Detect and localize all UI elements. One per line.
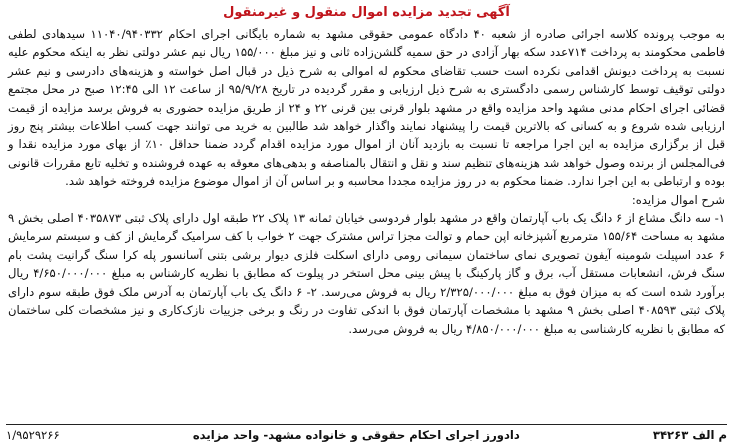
notice-footer	[6, 424, 727, 445]
notice-title: آگهی تجدید مزایده اموال منقول و غیرمنقول	[223, 5, 510, 20]
section-heading: شرح اموال مزایده:	[631, 192, 725, 207]
issuing-office: دادورز اجرای احکام حقوقی و خانواده مشهد- واحد مزایده	[192, 428, 520, 442]
notice-number: ۱/۹۵۲۹۲۶۶	[6, 428, 60, 442]
main-paragraph: به موجب پرونده کلاسه اجرائی صادره از شعبه ۴۰ دادگاه عمومی حقوقی مشهد به شماره بایگانی اجرای احکام ۱۱۰۴۰/۹۴۰۳۳۲ سیدهادی لطفی فاطمی محکومند به پرداخت ۷۱۴عدد سکه بهار آزادی در حق سمیه گلشن‌زاده ثانی و نیز مبلغ ۱۵۵/۰۰۰ ریال نیم عشر دولتی نظر به اینکه محکوم علیه نسبت به پرداخت دیونش اقدامی نکرده است حسب تقاضای محکوم له اموالی به شرح ذیل در قبال اصل خواسته و هزینه‌های دادرسی و نیم عشر دولتی توقیف توسط کارشناس رسمی دادگستری به شرح ذیل ارزیابی و مقرر گردیده در تاریخ ۹۵/۹/۲۸ از ساعت ۱۲ الی ۱۲:۴۵ صبح در محل مجتمع قضائی اجرای احکام مدنی مشهد واحد مزایده واقع در مشهد بلوار قرنی بین قرنی ۲۲ و ۲۴ از طریق مزایده حضوری به فروش برسد مزایده از قیمت ارزیابی شده شروع و به کسانی که بالاترین قیمت را پیشنهاد نمایند واگذار خواهد شد طالبین به خرید می توانند جهت کسب اطلاعات بیشتر پنج روز قبل از برگزاری مزایده به این اجرا مراجعه تا نسبت به بازدید آنان از اموال مورد مزایده اقدام گردد ضمنا حداقل ۱۰٪ از بهای مورد مزایده نقدا و فی‌المجلس از برنده وصول خواهد شد هزینه‌های تنظیم سند و نقل و انتقال بالمناصفه و بدهی‌های معوقه به عهده فروشنده و تخلیه تابع مقررات قانونی بوده و ارتباطی به این اجرا ندارد. ضمنا محکوم به در روز مزایده مجددا محاسبه و بر اساس آن از اموال موضوع مزایده فروخته خواهد شد.	[8, 27, 726, 189]
notice-code: م الف ۳۴۲۶۳	[652, 428, 727, 442]
notice-body	[8, 25, 725, 338]
property-item-1: ۱- سه دانگ مشاع از ۶ دانگ یک باب آپارتمان واقع در مشهد بلوار فردوسی خیابان ثمانه ۱۳ پلاک ۲۲ طبقه اول دارای پلاک ثبتی ۴۰۳۵۸۷۳ اصلی بخش ۹ مشهد به مساحت ۱۵۵/۶۴ مترمربع آشپزخانه اپن حمام و توالت مجزا تراس مشترک جهت ۲ خواب با کف سرامیک گرمایش از کف و سیستم سرمایش ۶ عدد اسپیلت شومینه آیفون تصویری نمای ساختمان سیمانی رومی دارای اسکلت فلزی دیوار برشی بتنی آسانسور پله کرا سنگ گرانیت پشت بام سنگ فرش، انشعابات مستقل آب، برق و گاز پارکینگ با پیش بینی محل استخر در پیلوت که مطابق با نظریه کارشناس به مبلغ ۴/۶۵۰/۰۰۰/۰۰۰ ریال برآورد شده است که به میزان فوق به مبلغ ۲/۳۲۵/۰۰۰/۰۰۰ ریال به فروش می‌رسد. ۲- ۶ دانگ یک باب آپارتمان به آدرس ملک فوق طبقه سوم دارای پلاک ثبتی ۴۰۸۵۹۳ اصلی بخش ۹ مشهد با مشخصات آپارتمان فوق با اندکی تفاوت در رنگ و برخی جزییات نازک‌کاری و نیز مشخصات کلی ساختمان که مطابق با نظریه کارشناسی به مبلغ ۴/۸۵۰/۰۰۰/۰۰۰ ریال به فروش می‌رسد.	[8, 211, 726, 336]
